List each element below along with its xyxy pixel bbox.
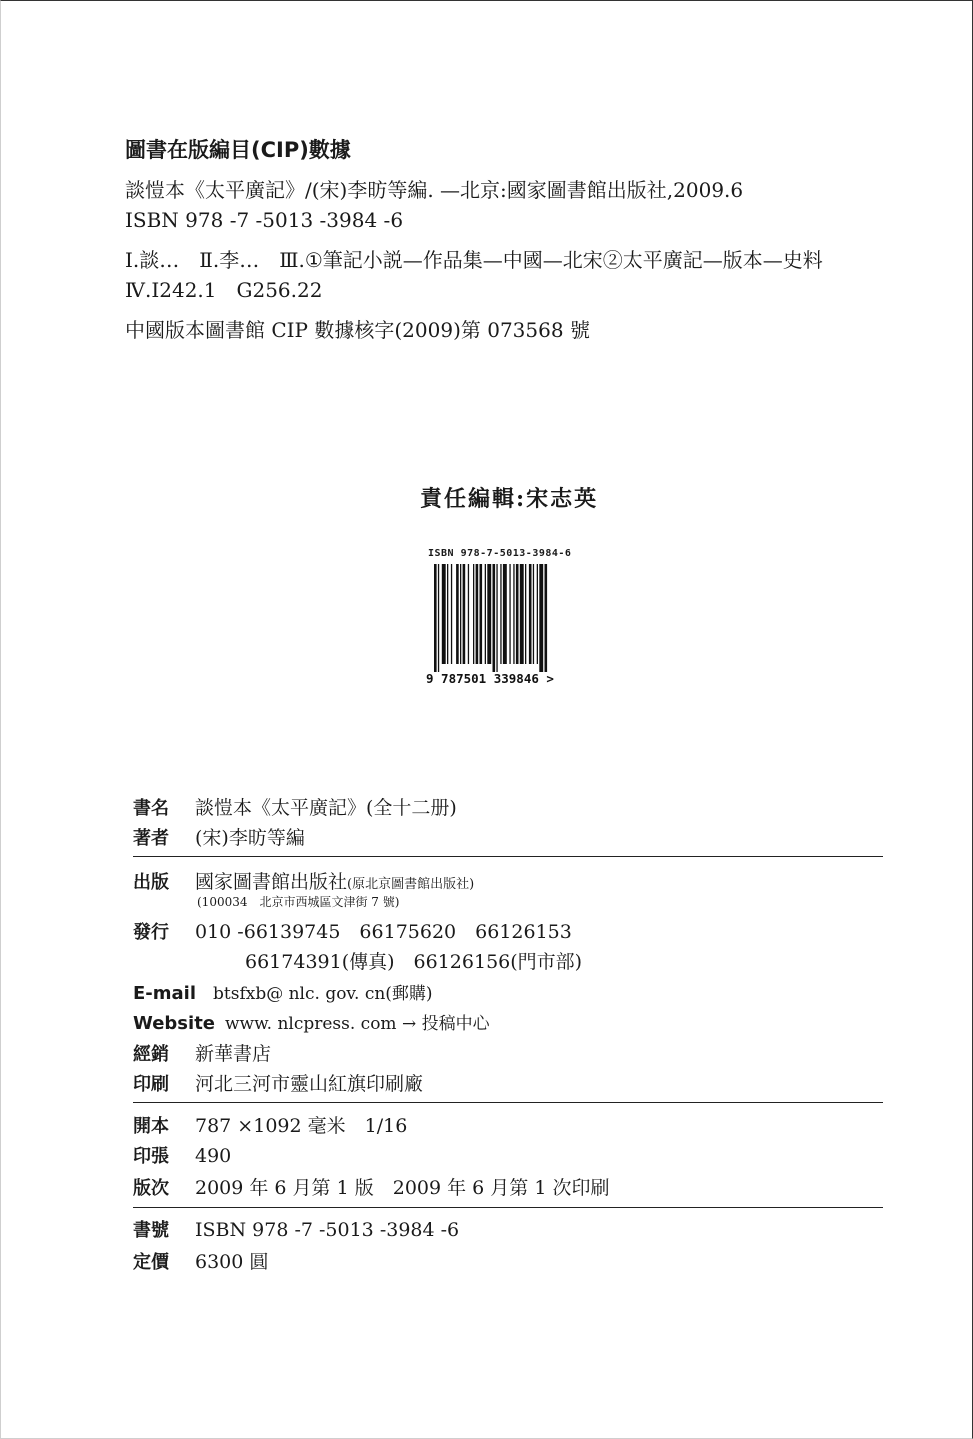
row-distribution [133,917,883,947]
cip-line-subjects: Ⅰ.談… Ⅱ.李… Ⅲ.①筆記小説—作品集—中國—北宋②太平廣記—版本—史料 [125,248,823,272]
website-label: Website [133,1013,216,1034]
responsible-editor: 責任編輯:宋志英 [420,486,599,512]
cip-block [125,135,925,345]
cip-line-record-number: 中國版本圖書館 CIP 數據核字(2009)第 073568 號 [125,318,590,342]
email-label: E-mail [133,983,197,1004]
edition-value: 2009 年 6 月第 1 版 2009 年 6 月第 1 次印刷 [195,1177,610,1199]
divider-rule [133,1207,883,1208]
edition-label: 版次 [133,1178,169,1199]
row-website [133,1009,883,1039]
printer-value: 河北三河市靈山紅旗印刷廠 [195,1073,424,1095]
barcode-isbn-text: ISBN 978-7-5013-3984-6 [428,548,572,559]
colophon-block [133,793,883,1278]
author-value: (宋)李昉等編 [195,827,305,849]
cip-line-isbn: ISBN 978 -7 -5013 -3984 -6 [125,208,404,232]
row-email [133,979,883,1009]
divider-rule [133,856,883,857]
format-label: 開本 [133,1116,169,1137]
isbn-barcode [424,548,594,688]
price-label: 定價 [133,1252,169,1273]
author-label: 著者 [133,828,169,849]
row-author [133,823,883,853]
row-format [133,1111,883,1142]
cip-line-title: 談愷本《太平廣記》/(宋)李昉等編. —北京:國家圖書館出版社,2009.6 [125,178,744,202]
barcode-digits: 9 787501 339846 > [426,671,554,686]
phone-line-2: 66174391(傳真) 66126156(門市部) [245,951,583,973]
row-book-number [133,1216,883,1247]
cip-line-classification: Ⅳ.I242.1 G256.22 [125,278,323,302]
barcode-bars [424,564,594,688]
publisher-address: (100034 北京市西城區文津街 7 號) [197,895,400,909]
book-number-label: 書號 [133,1220,169,1241]
sheets-value: 490 [195,1145,232,1167]
divider-rule [133,1102,883,1103]
phone-line-1: 010 -66139745 66175620 66126153 [195,921,572,943]
row-publisher-address [133,893,883,917]
row-seller [133,1039,883,1069]
seller-label: 經銷 [133,1044,169,1065]
row-phone-2 [133,947,883,979]
row-printer [133,1069,883,1099]
price-value: 6300 圓 [195,1251,269,1273]
book-number-value: ISBN 978 -7 -5013 -3984 -6 [195,1219,460,1241]
book-name-value: 談愷本《太平廣記》(全十二册) [195,797,457,819]
sheets-label: 印張 [133,1146,169,1167]
row-publisher [133,867,883,893]
email-value: btsfxb@ nlc. gov. cn(郵購) [213,984,433,1004]
seller-value: 新華書店 [195,1043,272,1065]
format-value: 787 ×1092 毫米 1/16 [195,1115,408,1137]
book-name-label: 書名 [133,798,169,819]
printer-label: 印刷 [133,1074,169,1095]
cip-title: 圖書在版編目(CIP)數據 [125,138,351,162]
distribution-label: 發行 [133,922,169,943]
publisher-value: 國家圖書館出版社 [195,871,348,893]
row-sheets [133,1142,883,1173]
row-book-name [133,793,883,823]
publisher-label: 出版 [133,872,169,893]
website-value: www. nlcpress. com → 投稿中心 [225,1014,490,1034]
row-edition [133,1173,883,1204]
row-price [133,1247,883,1278]
publisher-former-name: (原北京圖書館出版社) [347,877,475,892]
